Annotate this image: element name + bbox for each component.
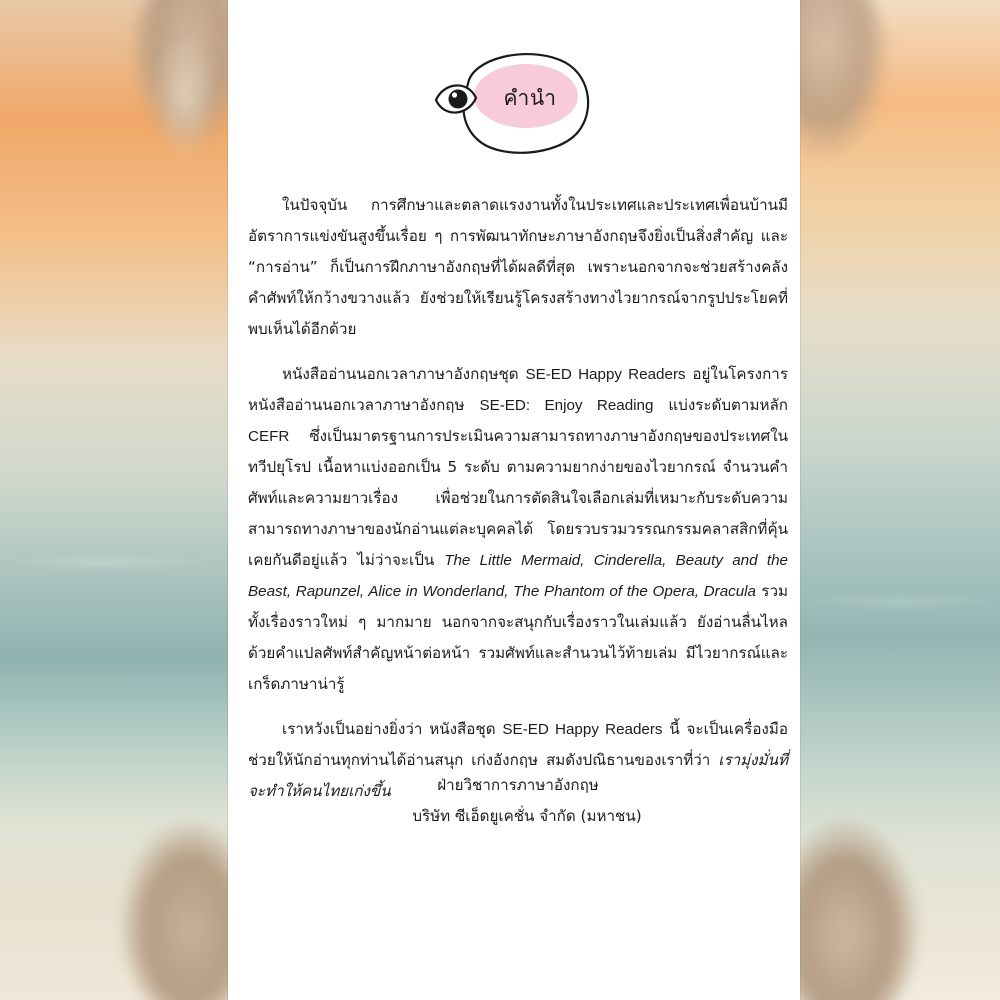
right-horizon-streak bbox=[800, 600, 1000, 604]
left-horizon-streak bbox=[10, 560, 210, 565]
page-content bbox=[230, 0, 800, 1000]
preface-heading bbox=[230, 0, 800, 180]
eye-glint-icon bbox=[452, 92, 457, 97]
left-cover-edge-strip bbox=[0, 0, 228, 1000]
eye-pupil-icon bbox=[449, 90, 468, 109]
signature-block bbox=[248, 770, 788, 832]
page-title: คำนำ bbox=[503, 86, 557, 110]
p2-cefr-label: CEFR bbox=[248, 428, 290, 445]
p2-seg-5: รวมทั้งเรื่องราวใหม่ ๆ มากมาย นอกจากจะสนุกกับเรื่องราวในเล่มแล้ว ยังอ่านลื่นไหลด้วยคำแปลศัพท์สำคัญหน้าต่อหน้า รวมศัพท์และสำนวนไว้ท้ายเล่ม มีไวยากรณ์และเกร็ดภาษาน่ารู้ bbox=[248, 582, 788, 693]
paragraph-1: ในปัจจุบัน การศึกษาและตลาดแรงงานทั้งในประเทศและประเทศเพื่อนบ้านมีอัตราการแข่งขันสูงขึ้นเรื่อย ๆ การพัฒนาทักษะภาษาอังกฤษจึงยิ่งเป็นสิ่งสำคัญ และ “การอ่าน” ก็เป็นการฝึกภาษาอังกฤษที่ได้ผลดีที่สุด เพราะนอกจากจะช่วยสร้างคลังคำศัพท์ให้กว้างขวางแล้ว ยังช่วยให้เรียนรู้โครงสร้างทางไวยากรณ์จากรูปประโยคที่พบเห็นได้อีกด้วย bbox=[248, 196, 788, 338]
p2-seg-4: ซึ่งเป็นมาตรฐานการประเมินความสามารถทางภาษาอังกฤษของประเทศในทวีปยุโรป เนื้อหาแบ่งออกเป็น 5 ระดับ ตามความยากง่ายของไวยากรณ์ จำนวนคำศัพท์และความยาวเรื่อง เพื่อช่วยในการตัดสินใจเลือกเล่มที่เหมาะกับระดับความสามารถทางภาษาของนักอ่านแต่ละบุคคลได้ โดยรวบรวมวรรณกรรมคลาสสิกที่คุ้นเคยกันดีอยู่แล้ว ไม่ว่าจะเป็น bbox=[248, 427, 788, 569]
p3-seg-1: เราหวังเป็นอย่างยิ่งว่า หนังสือชุด bbox=[282, 720, 503, 738]
p2-seg-3: แบ่งระดับตามหลัก bbox=[653, 396, 788, 414]
p2-seg-2: อยู่ในโครงการหนังสืออ่านนอกเวลาภาษาอังกฤษ bbox=[248, 365, 788, 414]
signature-department: ฝ่ายวิชาการภาษาอังกฤษ bbox=[437, 776, 599, 794]
preface-body bbox=[248, 190, 788, 807]
p2-seg-1: หนังสืออ่านนอกเวลาภาษาอังกฤษชุด bbox=[282, 365, 526, 383]
p3-motto: เรามุ่งมั่นที่จะทำให้คนไทยเก่งขึ้น bbox=[248, 751, 788, 800]
p2-series-name-1: SE-ED Happy Readers bbox=[525, 366, 686, 383]
p3-seg-2: นี้ จะเป็นเครื่องมือช่วยให้นักอ่านทุกท่านได้อ่านสนุก เก่งอังกฤษ สมดังปณิธานของเราที่ว่า bbox=[248, 720, 788, 769]
signature-company: บริษัท ซีเอ็ดยูเคชั่น จำกัด (มหาชน) bbox=[412, 807, 642, 825]
p2-title-list: The Little Mermaid, Cinderella, Beauty and the Beast, Rapunzel, Alice in Wonderland, The Phantom of the Opera, Dracula bbox=[248, 552, 789, 600]
p2-program-name: SE-ED: Enjoy Reading bbox=[479, 397, 654, 414]
left-highlight-shape bbox=[150, 40, 220, 160]
p3-series-name: SE-ED Happy Readers bbox=[502, 721, 663, 738]
paragraph-2 bbox=[248, 359, 788, 700]
right-cover-edge-strip bbox=[800, 0, 1000, 1000]
